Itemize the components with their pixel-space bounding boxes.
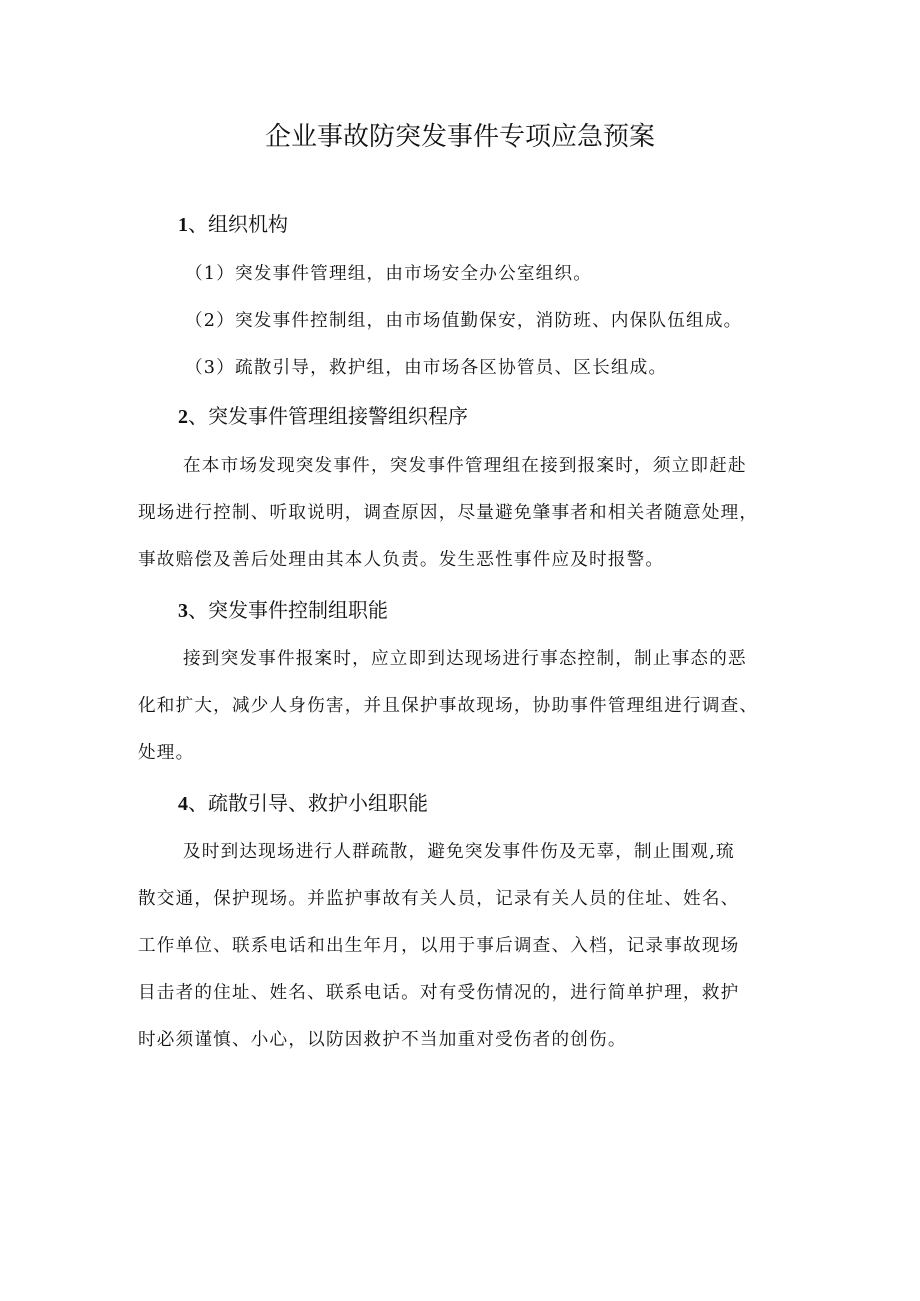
paragraph-line: 散交通，保护现场。并监护事故有关人员，记录有关人员的住址、姓名、: [138, 889, 740, 909]
paragraph-line: 目击者的住址、姓名、联系电话。对有受伤情况的，进行简单护理，救护: [138, 983, 740, 1003]
section-number: 4: [178, 793, 188, 815]
paragraph-line: 工作单位、联系电话和出生年月，以用于事后调查、入档，记录事故现场: [138, 936, 740, 956]
section-heading-1: [178, 208, 288, 237]
paragraph-line: （3）疏散引导，救护组，由市场各区协管员、区长组成。: [185, 358, 668, 378]
paragraph-line: 事故赔偿及善后处理由其本人负责。发生恶性事件应及时报警。: [138, 550, 665, 570]
paragraph-line: 在本市场发现突发事件，突发事件管理组在接到报案时，须立即赶赴: [183, 456, 747, 476]
paragraph-line: （2）突发事件控制组，由市场值勤保安，消防班、内保队伍组成。: [185, 311, 743, 331]
section-heading-text: 、突发事件管理组接警组织程序: [188, 404, 468, 428]
section-heading-4: [178, 787, 428, 816]
document-title: 企业事故防突发事件专项应急预案: [264, 122, 655, 152]
paragraph-line: （1）突发事件管理组，由市场安全办公室组织。: [185, 264, 593, 284]
paragraph-line: 化和扩大，减少人身伤害，并且保护事故现场，协助事件管理组进行调查、: [138, 696, 759, 716]
paragraph-line: 时必须谨慎、小心，以防因救护不当加重对受伤者的创伤。: [138, 1030, 627, 1050]
section-heading-text: 、疏散引导、救护小组职能: [188, 791, 428, 815]
section-heading-2: [178, 400, 468, 429]
paragraph-line: 及时到达现场进行人群疏散，避免突发事件伤及无辜，制止围观,琉: [183, 842, 735, 862]
paragraph-line: 处理。: [138, 743, 195, 763]
section-heading-text: 、组织机构: [188, 212, 288, 236]
section-number: 3: [178, 600, 188, 622]
section-heading-text: 、突发事件控制组职能: [188, 598, 388, 622]
paragraph-line: 接到突发事件报案时，应立即到达现场进行事态控制，制止事态的恶: [183, 649, 747, 669]
paragraph-line: 现场进行控制、听取说明，调查原因，尽量避免肇事者和相关者随意处理，: [138, 503, 759, 523]
section-number: 1: [178, 214, 188, 236]
section-heading-3: [178, 594, 388, 623]
section-number: 2: [178, 406, 188, 428]
